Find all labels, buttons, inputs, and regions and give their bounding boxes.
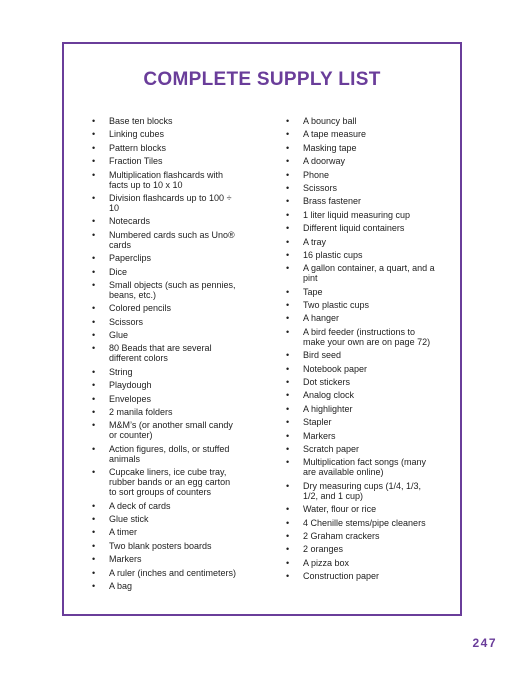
supply-list-item	[286, 237, 436, 247]
supply-item-label: Dice	[109, 266, 128, 277]
supply-list-item	[92, 527, 240, 537]
supply-item-label: Playdough	[109, 380, 152, 391]
supply-item-label: A pizza box	[303, 557, 350, 568]
supply-item-label: Phone	[303, 169, 330, 180]
bullet-icon: •	[286, 313, 290, 324]
supply-list-item	[92, 554, 240, 564]
bullet-icon: •	[92, 380, 96, 391]
supply-list-item	[92, 116, 240, 126]
supply-item-label: A bouncy ball	[303, 116, 357, 126]
supply-item-label: A bag	[109, 580, 133, 591]
supply-item-label: Numbered cards such as Uno® cards	[109, 229, 235, 250]
supply-list-item	[286, 263, 436, 283]
supply-list-item	[92, 156, 240, 166]
supply-list-item	[92, 193, 240, 213]
supply-item-label: Notecards	[109, 216, 151, 227]
bullet-icon: •	[92, 229, 96, 240]
supply-list-item	[286, 444, 436, 454]
bullet-icon: •	[286, 571, 290, 582]
supply-item-label: 2 oranges	[303, 544, 344, 555]
bullet-icon: •	[92, 303, 96, 314]
supply-list-item	[92, 420, 240, 440]
supply-list-item	[286, 390, 436, 400]
supply-list-item	[92, 129, 240, 139]
supply-list-item	[286, 300, 436, 310]
supply-item-label: Scratch paper	[303, 443, 360, 454]
bullet-icon: •	[286, 129, 290, 140]
supply-item-label: A doorway	[303, 156, 346, 167]
supply-item-label: 80 Beads that are several different colors	[109, 343, 212, 364]
supply-list-item	[286, 504, 436, 514]
supply-list-item	[286, 518, 436, 528]
bullet-icon: •	[92, 129, 96, 140]
supply-item-label: Colored pencils	[109, 303, 172, 314]
supply-item-label: Dot stickers	[303, 377, 351, 388]
bullet-icon: •	[92, 554, 96, 565]
bullet-icon: •	[92, 407, 96, 418]
supply-item-label: A gallon container, a quart, and a pint	[303, 263, 435, 284]
bullet-icon: •	[286, 390, 290, 401]
supply-item-label: Multiplication flashcards with facts up to 10 x 10	[109, 169, 224, 190]
supply-list-item	[286, 431, 436, 441]
bullet-icon: •	[286, 363, 290, 374]
supply-item-label: Two plastic cups	[303, 300, 370, 311]
supply-list-item	[92, 317, 240, 327]
supply-item-label: A hanger	[303, 313, 340, 324]
bullet-icon: •	[92, 366, 96, 377]
supply-item-label: Masking tape	[303, 142, 357, 153]
bullet-icon: •	[286, 249, 290, 260]
supply-list-item	[286, 313, 436, 323]
bullet-icon: •	[286, 504, 290, 515]
supply-item-label: Base ten blocks	[109, 116, 173, 126]
supply-item-label: A bird feeder (instructions to make your own are on page 72)	[303, 326, 431, 347]
supply-list-item	[92, 407, 240, 417]
bullet-icon: •	[92, 527, 96, 538]
supply-list-item	[286, 156, 436, 166]
page-title: COMPLETE SUPPLY LIST	[143, 69, 381, 90]
supply-item-label: Markers	[109, 554, 142, 565]
bullet-icon: •	[92, 513, 96, 524]
bullet-icon: •	[92, 142, 96, 153]
page-number: 247	[472, 636, 497, 650]
bullet-icon: •	[286, 286, 290, 297]
supply-list-item	[92, 330, 240, 340]
bullet-icon: •	[92, 500, 96, 511]
bullet-icon: •	[286, 480, 290, 491]
bullet-icon: •	[286, 350, 290, 361]
supply-item-label: String	[109, 366, 133, 377]
supply-list-item	[92, 541, 240, 551]
bullet-icon: •	[92, 580, 96, 591]
supply-item-label: Two blank posters boards	[109, 540, 212, 551]
supply-list-item	[286, 116, 436, 126]
supply-item-label: 4 Chenille stems/pipe cleaners	[303, 517, 426, 528]
supply-item-label: Cupcake liners, ice cube tray, rubber bands or an egg carton to sort groups of counters	[109, 467, 231, 498]
supply-list-item	[92, 394, 240, 404]
supply-item-label: Pattern blocks	[109, 142, 167, 153]
supply-item-label: Paperclips	[109, 253, 152, 264]
supply-item-label: Fraction Tiles	[109, 156, 163, 167]
supply-item-label: Markers	[303, 430, 336, 441]
supply-item-label: 16 plastic cups	[303, 249, 363, 260]
bullet-icon: •	[92, 253, 96, 264]
supply-list-item	[286, 129, 436, 139]
bullet-icon: •	[286, 403, 290, 414]
bullet-icon: •	[92, 192, 96, 203]
supply-list-item	[286, 143, 436, 153]
supply-item-label: Stapler	[303, 417, 332, 428]
bullet-icon: •	[92, 567, 96, 578]
supply-item-label: Analog clock	[303, 390, 355, 401]
supply-item-label: 1 liter liquid measuring cup	[303, 209, 411, 220]
supply-list-item	[286, 544, 436, 554]
supply-list-item	[286, 364, 436, 374]
supply-item-label: Construction paper	[303, 571, 380, 582]
supply-item-label: A ruler (inches and centimeters)	[109, 567, 237, 578]
bullet-icon: •	[286, 142, 290, 153]
supply-list-item	[92, 253, 240, 263]
supply-list-item	[286, 210, 436, 220]
supply-list-item	[286, 223, 436, 233]
supply-list-item	[92, 467, 240, 497]
supply-list-item	[286, 457, 436, 477]
supply-item-label: Bird seed	[303, 350, 342, 361]
bullet-icon: •	[286, 169, 290, 180]
supply-list-frame	[62, 42, 462, 616]
bullet-icon: •	[286, 544, 290, 555]
supply-list-item	[286, 170, 436, 180]
supply-list-item	[286, 196, 436, 206]
bullet-icon: •	[92, 216, 96, 227]
bullet-icon: •	[286, 156, 290, 167]
bullet-icon: •	[286, 430, 290, 441]
bullet-icon: •	[92, 279, 96, 290]
supply-list-item	[286, 404, 436, 414]
bullet-icon: •	[286, 116, 290, 126]
supply-list-item	[286, 350, 436, 360]
supply-list-item	[92, 280, 240, 300]
supply-list-item	[92, 230, 240, 250]
supply-list-item	[286, 531, 436, 541]
bullet-icon: •	[286, 517, 290, 528]
supply-list-item	[286, 377, 436, 387]
supply-list-item	[92, 303, 240, 313]
bullet-icon: •	[286, 530, 290, 541]
supply-item-label: Scissors	[303, 182, 338, 193]
supply-item-label: Notebook paper	[303, 363, 368, 374]
bullet-icon: •	[286, 196, 290, 207]
bullet-icon: •	[92, 316, 96, 327]
supply-item-label: M&M’s (or another small candy or counter)	[109, 420, 233, 441]
supply-list-item	[286, 571, 436, 581]
bullet-icon: •	[286, 182, 290, 193]
supply-list-item	[92, 380, 240, 390]
bullet-icon: •	[92, 343, 96, 354]
supply-item-label: 2 Graham crackers	[303, 530, 380, 541]
supply-item-label: Dry measuring cups (1/4, 1/3, 1/2, and 1 cup)	[303, 480, 422, 501]
supply-item-label: Glue	[109, 330, 129, 341]
supply-list-item	[286, 183, 436, 193]
supply-list-item	[92, 143, 240, 153]
supply-item-label: Linking cubes	[109, 129, 165, 140]
supply-item-label: Brass fastener	[303, 196, 362, 207]
supply-item-label: Different liquid containers	[303, 223, 405, 234]
supply-list-item	[286, 287, 436, 297]
supply-list-item	[92, 581, 240, 591]
supply-item-label: A tray	[303, 236, 327, 247]
supply-item-label: 2 manila folders	[109, 407, 173, 418]
supply-item-label: Glue stick	[109, 513, 149, 524]
supply-list-item	[286, 250, 436, 260]
bullet-icon: •	[286, 223, 290, 234]
bullet-icon: •	[286, 236, 290, 247]
bullet-icon: •	[286, 557, 290, 568]
supply-item-label: Water, flour or rice	[303, 504, 377, 515]
bullet-icon: •	[286, 417, 290, 428]
supply-list-item	[286, 558, 436, 568]
bullet-icon: •	[286, 457, 290, 468]
bullet-icon: •	[92, 156, 96, 167]
supply-item-label: A highlighter	[303, 403, 353, 414]
supply-item-label: Action figures, dolls, or stuffed animals	[109, 443, 230, 464]
bullet-icon: •	[92, 393, 96, 404]
bullet-icon: •	[92, 540, 96, 551]
supply-list-item	[92, 444, 240, 464]
bullet-icon: •	[92, 420, 96, 431]
supply-item-label: A deck of cards	[109, 500, 171, 511]
supply-item-label: Small objects (such as pennies, beans, etc.)	[109, 279, 236, 300]
bullet-icon: •	[92, 330, 96, 341]
supply-list-item	[92, 367, 240, 377]
bullet-icon: •	[92, 467, 96, 478]
supply-item-label: Multiplication fact songs (many are available online)	[303, 457, 427, 478]
supply-list-item	[286, 417, 436, 427]
bullet-icon: •	[286, 326, 290, 337]
bullet-icon: •	[92, 116, 96, 126]
supply-item-label: A timer	[109, 527, 138, 538]
supply-list-item	[92, 216, 240, 226]
supply-list-item	[286, 481, 436, 501]
supply-list-item	[92, 267, 240, 277]
left-supply-column	[92, 116, 240, 594]
supply-item-label: Envelopes	[109, 393, 152, 404]
supply-list-item	[92, 170, 240, 190]
bullet-icon: •	[286, 263, 290, 274]
supply-item-label: Scissors	[109, 316, 144, 327]
bullet-icon: •	[92, 443, 96, 454]
supply-item-label: Tape	[303, 286, 323, 297]
supply-list-item	[92, 514, 240, 524]
bullet-icon: •	[92, 266, 96, 277]
bullet-icon: •	[286, 443, 290, 454]
supply-item-label: A tape measure	[303, 129, 367, 140]
bullet-icon: •	[286, 300, 290, 311]
supply-item-label: Division flashcards up to 100 ÷ 10	[109, 192, 232, 213]
supply-list-item	[92, 343, 240, 363]
supply-list-item	[92, 501, 240, 511]
supply-list-item	[92, 568, 240, 578]
bullet-icon: •	[286, 209, 290, 220]
right-supply-column	[286, 116, 436, 585]
supply-list-item	[286, 327, 436, 347]
bullet-icon: •	[286, 377, 290, 388]
bullet-icon: •	[92, 169, 96, 180]
